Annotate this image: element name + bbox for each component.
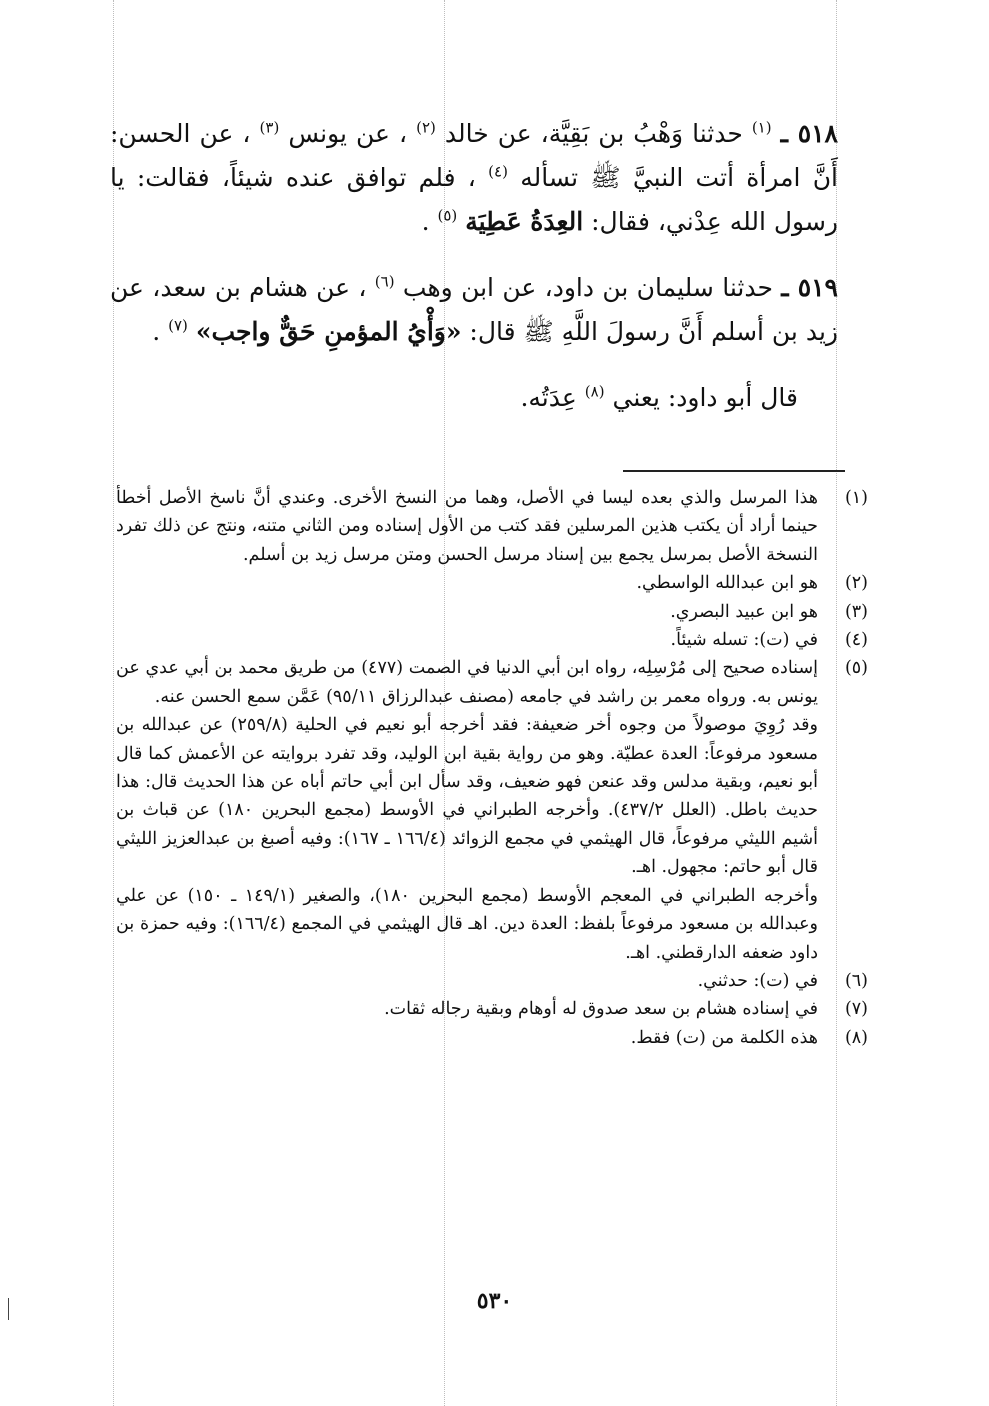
page-number: ٥٣٠	[476, 1288, 513, 1314]
hadith-519	[110, 266, 838, 354]
footnote-ref[interactable]: (٦)	[374, 272, 395, 291]
hadith-number: ٥١٨ ـ	[780, 119, 838, 148]
footnote-text: هو ابن عبدالله الواسطي.	[636, 573, 818, 594]
footnote-body	[116, 995, 818, 1023]
footnote-number: (٦)	[844, 970, 868, 991]
footnote-ref[interactable]: (٥)	[437, 206, 458, 225]
footnote-5	[116, 654, 868, 966]
footnote-separator	[623, 470, 845, 472]
hadith-text: ، فلم توافق عنده شيئاً، فقالت: يا رسول الله عِدْني، فقال:	[110, 163, 838, 236]
footnote-body	[116, 626, 818, 654]
footnote-ref[interactable]: (٧)	[168, 316, 188, 335]
footnote-text: وأخرجه الطبراني في المعجم الأوسط (مجمع البحرين ١٨٠)، والصغير (١٤٩/١ ـ ١٥٠) عن علي وعبدالله بن مسعود مرفوعاً بلفظ: العدة دين. اهـ قال الهيثمي في المجمع (١٦٦/٤): وفيه حمزة بن داود ضعفه الدارقطني. اهـ.	[116, 885, 818, 963]
footnote-text: في إسناده هشام بن سعد صدوق له أوهام وبقية رجاله ثقات.	[384, 999, 818, 1020]
footnote-body	[116, 654, 818, 966]
hadith-518	[110, 112, 838, 244]
hadith-text: ، عن هشام بن سعد، عن زيد بن أسلم أَنَّ رسولَ اللَّهِ ﷺ قال:	[110, 273, 838, 346]
footnote-number: (١)	[844, 488, 868, 508]
hadith-text: حدثنا سليمان بن داود، عن ابن وهب	[402, 273, 773, 302]
footnote-number: (٤)	[844, 630, 868, 651]
footnote-ref[interactable]: (٢)	[416, 118, 436, 137]
footnote-4	[116, 626, 868, 654]
footnote-3	[116, 598, 868, 626]
hadith-text: ، عن الحسن: أَنَّ امرأة أتت النبيَّ ﷺ تسأله	[110, 119, 839, 192]
footnote-number: (٣)	[844, 601, 868, 622]
footnote-text: هذه الكلمة من (ت) فقط.	[630, 1027, 818, 1048]
margin-mark	[8, 1298, 9, 1320]
footnote-body	[116, 569, 818, 597]
footnote-number: (٨)	[844, 1027, 868, 1048]
footnote-ref[interactable]: (١)	[751, 118, 772, 137]
footnote-number: (٢)	[844, 573, 868, 594]
footnote-body	[116, 484, 818, 569]
footnote-6	[116, 967, 868, 995]
footnote-text: في (ت): تسله شيئاً.	[670, 630, 818, 651]
footnote-ref[interactable]: (٤)	[488, 162, 508, 181]
footnote-body	[116, 598, 818, 626]
footnote-text: هذا المرسل والذي بعده ليسا في الأصل، وهما من النسخ الأخرى. وعندي أنَّ ناسخ الأصل أخطأ حينما أراد أن يكتب هذين المرسلين فقد كتب من الأول إسناده ومن الثاني متنه، ونتج عن ذلك تفرد النسخة الأصل بمرسل يجمع بين إسناد مرسل الحسن ومتن مرسل زيد بن أسلم.	[116, 488, 818, 565]
footnote-2	[116, 569, 868, 597]
hadith-text: .	[152, 317, 161, 346]
hadith-text: حدثنا وَهْبُ بن بَقِيَّة، عن خالد	[444, 119, 743, 148]
footnote-ref[interactable]: (٨)	[584, 382, 605, 401]
footnote-number: (٧)	[844, 999, 868, 1020]
footnote-ref[interactable]: (٣)	[259, 118, 280, 137]
footnote-1	[116, 484, 868, 569]
hadith-text: .	[421, 207, 430, 236]
main-text	[110, 112, 838, 442]
hadith-saying: «وَأْيُ المؤمنِ حَقٌّ واجب»	[195, 317, 462, 346]
hadith-number: ٥١٩ ـ	[781, 273, 838, 302]
footnote-body	[116, 1024, 818, 1052]
footnote-8	[116, 1024, 868, 1052]
footnote-text: وقد رُوِيَ موصولاً من وجوه أخر ضعيفة: فقد أخرجه أبو نعيم في الحلية (٢٥٩/٨) عن عبدالله بن مسعود مرفوعاً: العدة عطيّة. وهو من رواية بقية ابن الوليد، وقد تفرد بروايته عن الأعمش كما قال أبو نعيم، وبقية مدلس وقد عنعن فهو ضعيف، وقد سأل ابن أبي حاتم أباه عن هذا الحديث قال: هذا حديث باطل. (العلل ٤٣٧/٢). وأخرجه الطبراني في الأوسط (مجمع البحرين ١٨٠) عن قباث بن أشيم الليثي مرفوعاً، قال الهيثمي في مجمع الزوائد (١٦٦/٤ ـ ١٦٧): وفيه أصبغ بن عبدالعزيز الليثي قال أبو حاتم: مجهول. اهـ.	[116, 715, 818, 878]
hadith-text: ، عن يونس	[288, 119, 408, 148]
footnote-text: هو ابن عبيد البصري.	[670, 601, 818, 622]
comment-text: عِدَتُه.	[520, 383, 577, 412]
footnote-7	[116, 995, 868, 1023]
comment-text: قال أبو داود: يعني	[612, 383, 798, 412]
abu-dawud-comment	[110, 376, 838, 420]
footnote-number: (٥)	[844, 658, 868, 679]
hadith-saying: العِدَةُ عَطِيَة	[465, 207, 584, 236]
footnote-body	[116, 967, 818, 995]
footnotes	[116, 484, 868, 1052]
footnote-text: إسناده صحيح إلى مُرْسِلِه، رواه ابن أبي الدنيا في الصمت (٤٧٧) من طريق محمد بن أبي عدي عن يونس به. ورواه معمر بن راشد في جامعه (مصنف عبدالرزاق ٩٥/١١) عَمَّن سمع الحسن عنه.	[116, 658, 818, 707]
footnote-text: في (ت): حدثني.	[697, 970, 818, 991]
